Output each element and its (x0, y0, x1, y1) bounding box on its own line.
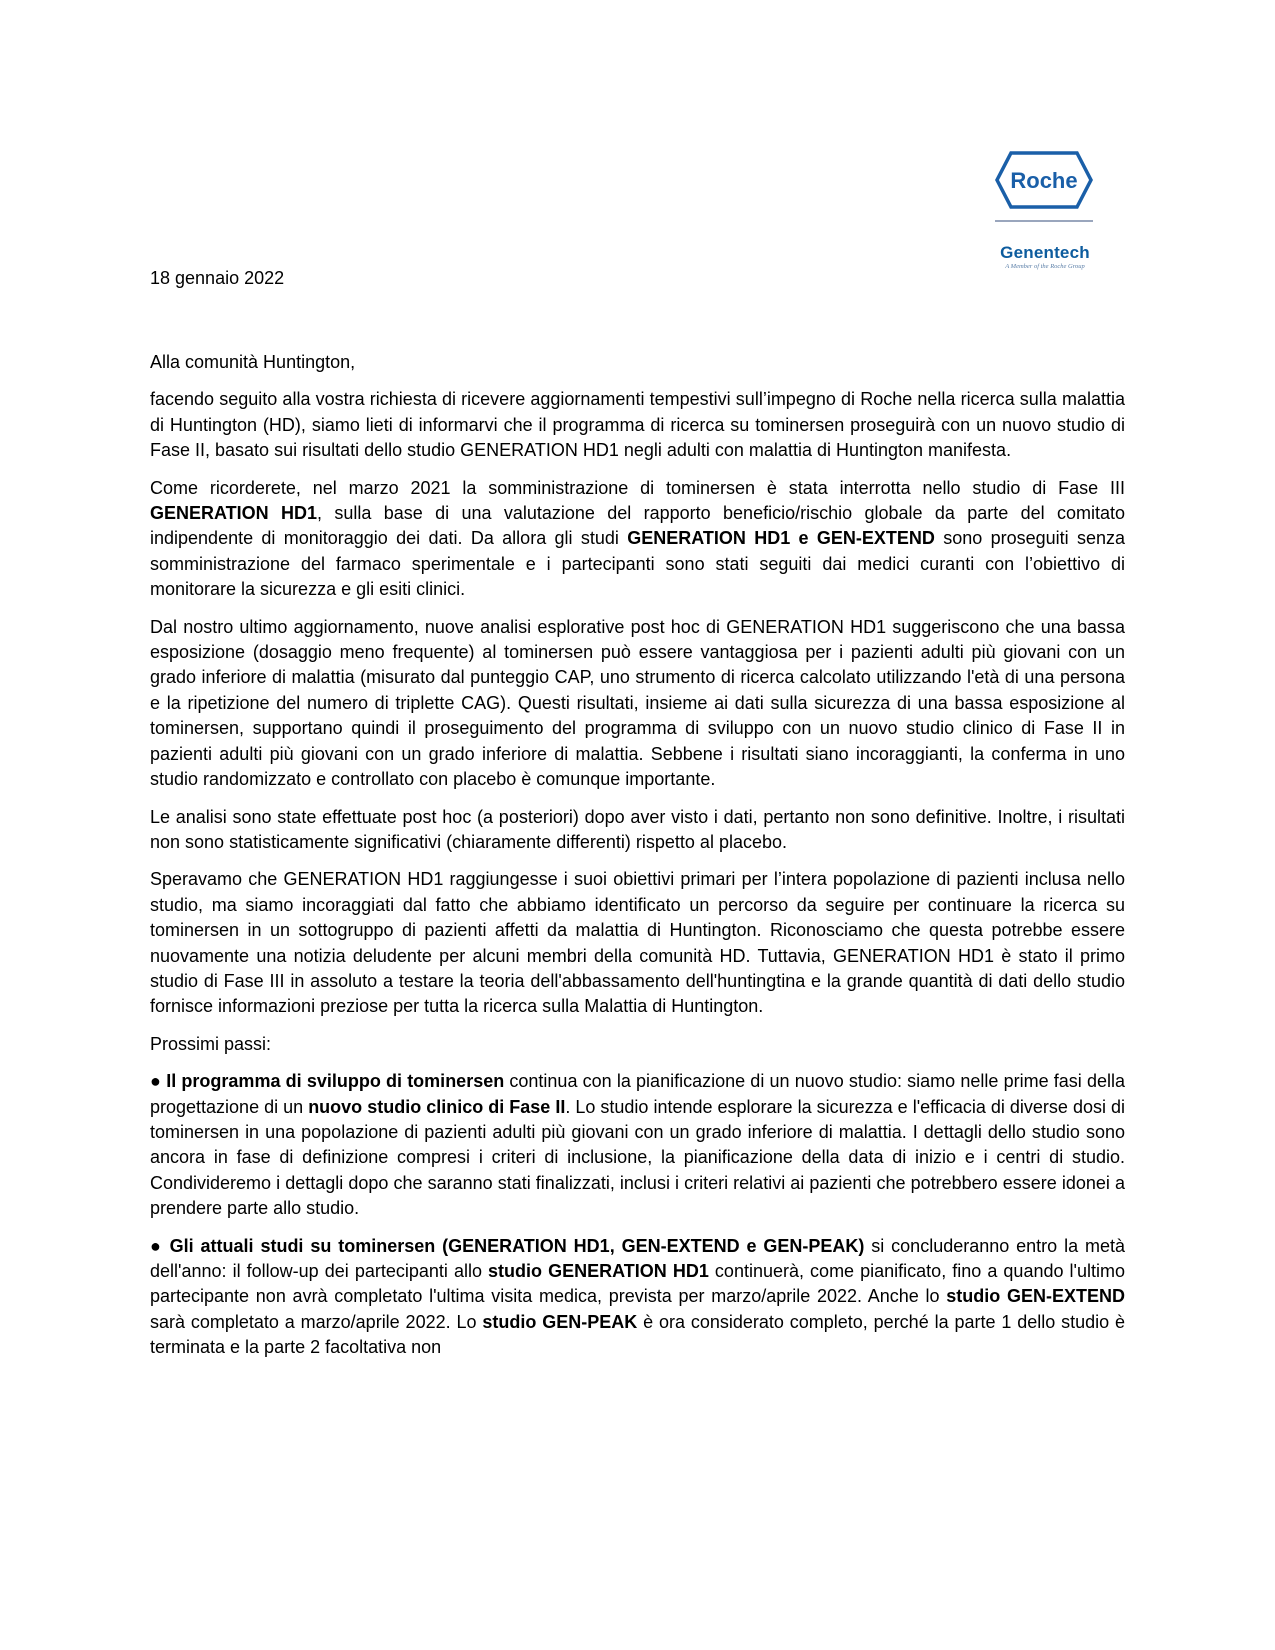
paragraph-limitations: Le analisi sono state effettuate post hoc (a posteriori) dopo aver visto i dati, pertanto non sono definitive. Inoltre, i risultati non sono statisticamente significativi (chiaramente differenti) rispetto al placebo. (150, 806, 1125, 852)
bullet-current-studies: ● Gli attuali studi su tominersen (GENERATION HD1, GEN-EXTEND e GEN-PEAK) si concluderanno entro la metà dell'anno: il follow-up dei partecipanti allo studio GENERATION HD1 continuerà, come pianificato, fino a quando l'ultimo partecipante non avrà completato l'ultima visita medica, prevista per marzo/aprile 2022. Anche lo studio GEN-EXTEND sarà completato a marzo/aprile 2022. Lo studio GEN-PEAK è ora considerato completo, perché la parte 1 dello studio è terminata e la parte 2 facoltativa non (150, 1235, 1126, 1358)
roche-logo (995, 150, 1093, 210)
paragraph-background: Come ricorderete, nel marzo 2021 la somministrazione di tominersen è stata interrotta nello studio di Fase III GENERATION HD1, sulla base di una valutazione del rapporto beneficio/rischio globale da parte del comitato indipendente di monitoraggio dei dati. Da allora gli studi GENERATION HD1 e GEN-EXTEND sono proseguiti senza somministrazione del farmaco sperimentale e i partecipanti sono stati seguiti dai medici curanti con l’obiettivo di monitorare la sicurezza e gli esiti clinici. (150, 477, 1125, 600)
roche-logo-text: Roche (1010, 168, 1078, 193)
salutation: Alla comunità Huntington, (150, 352, 356, 372)
genentech-tagline: A Member of the Roche Group (1005, 263, 1085, 270)
logo-block (985, 150, 1105, 271)
bullet-development-program: ● Il programma di sviluppo di tominersen continua con la pianificazione di un nuovo studio: siamo nelle prime fasi della progettazione di un nuovo studio clinico di Fase II. Lo studio intende esplorare la sicurezza e l'efficacia di diverse dosi di tominersen in una popolazione di pazienti adulti più giovani con un grado inferiore di malattia. I dettagli dello studio sono ancora in fase di definizione compresi i criteri di inclusione, la pianificazione della data di inizio e i centri di studio. Condivideremo i dettagli dopo che saranno stati finalizzati, inclusi i criteri relativi ai pazienti che potrebbero essere idonei a prendere parte allo studio. (150, 1071, 1125, 1219)
paragraph-outlook: Speravamo che GENERATION HD1 raggiungesse i suoi obiettivi primari per l’intera popolazione di pazienti inclusa nello studio, ma siamo incoraggiati dal fatto che abbiamo identificato un percorso da seguire per continuare la ricerca su tominersen in un sottogruppo di pazienti affetti da malattia di Huntington. Riconosciamo che questa potrebbe essere nuovamente una notizia deludente per alcuni membri della comunità HD. Tuttavia, GENERATION HD1 è stato il primo studio di Fase III in assoluto a testare la teoria dell'abbassamento dell'huntingtina e la grande quantità di dati dello studio fornisce informazioni preziose per tutta la ricerca sulla Malattia di Huntington. (150, 869, 1125, 1017)
letter-date: 18 gennaio 2022 (150, 268, 285, 288)
paragraph-intro: facendo seguito alla vostra richiesta di ricevere aggiornamenti tempestivi sull’impegno di Roche nella ricerca sulla malattia di Huntington (HD), siamo lieti di informarvi che il programma di ricerca su tominersen proseguirà con un nuovo studio di Fase II, basato sui risultati dello studio GENERATION HD1 negli adulti con malattia di Huntington manifesta. (150, 389, 1125, 461)
letter-body (150, 350, 1125, 1373)
paragraph-analysis: Dal nostro ultimo aggiornamento, nuove analisi esplorative post hoc di GENERATION HD1 suggeriscono che una bassa esposizione (dosaggio meno frequente) al tominersen può essere vantaggiosa per i pazienti adulti più giovani con un grado inferiore di malattia (misurato dal punteggio CAP, uno strumento di ricerca calcolato utilizzando l'età di una persona e la ripetizione del numero di triplette CAG). Questi risultati, insieme ai dati sulla sicurezza di una bassa esposizione al tominersen, supportano quindi il proseguimento del programma di sviluppo con un nuovo studio clinico di Fase II in pazienti adulti più giovani con un grado inferiore di malattia. Sebbene i risultati siano incoraggianti, la conferma in uno studio randomizzato e controllato con placebo è comunque importante. (150, 616, 1125, 790)
logo-divider (995, 220, 1093, 222)
genentech-logo-text: Genentech (1000, 243, 1090, 262)
genentech-logo (995, 244, 1095, 271)
next-steps-heading: Prossimi passi: (150, 1033, 272, 1054)
